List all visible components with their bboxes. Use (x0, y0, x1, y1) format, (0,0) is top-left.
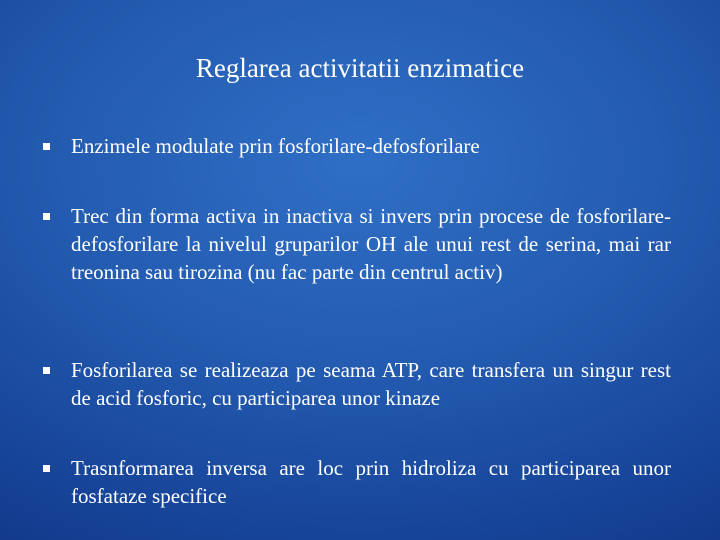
square-bullet-icon (43, 465, 50, 472)
square-bullet-icon (43, 143, 50, 150)
bullet-text: Trec din forma activa in inactiva si invers prin procese de fosforilare-defosforilare la nivelul gruparilor OH ale unui rest de serina, mai rar treonina sau tirozina (nu fac parte din centrul activ) (71, 204, 671, 284)
bullet-text: Fosforilarea se realizeaza pe seama ATP, care transfera un singur rest de acid fosforic, cu participarea unor kinaze (71, 358, 671, 410)
square-bullet-icon (43, 213, 50, 220)
bullet-text: Trasnformarea inversa are loc prin hidroliza cu participarea unor fosfataze specifice (71, 456, 671, 508)
bullet-text: Enzimele modulate prin fosforilare-defosforilare (71, 134, 480, 158)
square-bullet-icon (43, 367, 50, 374)
slide-title: Reglarea activitatii enzimatice (195, 53, 525, 83)
